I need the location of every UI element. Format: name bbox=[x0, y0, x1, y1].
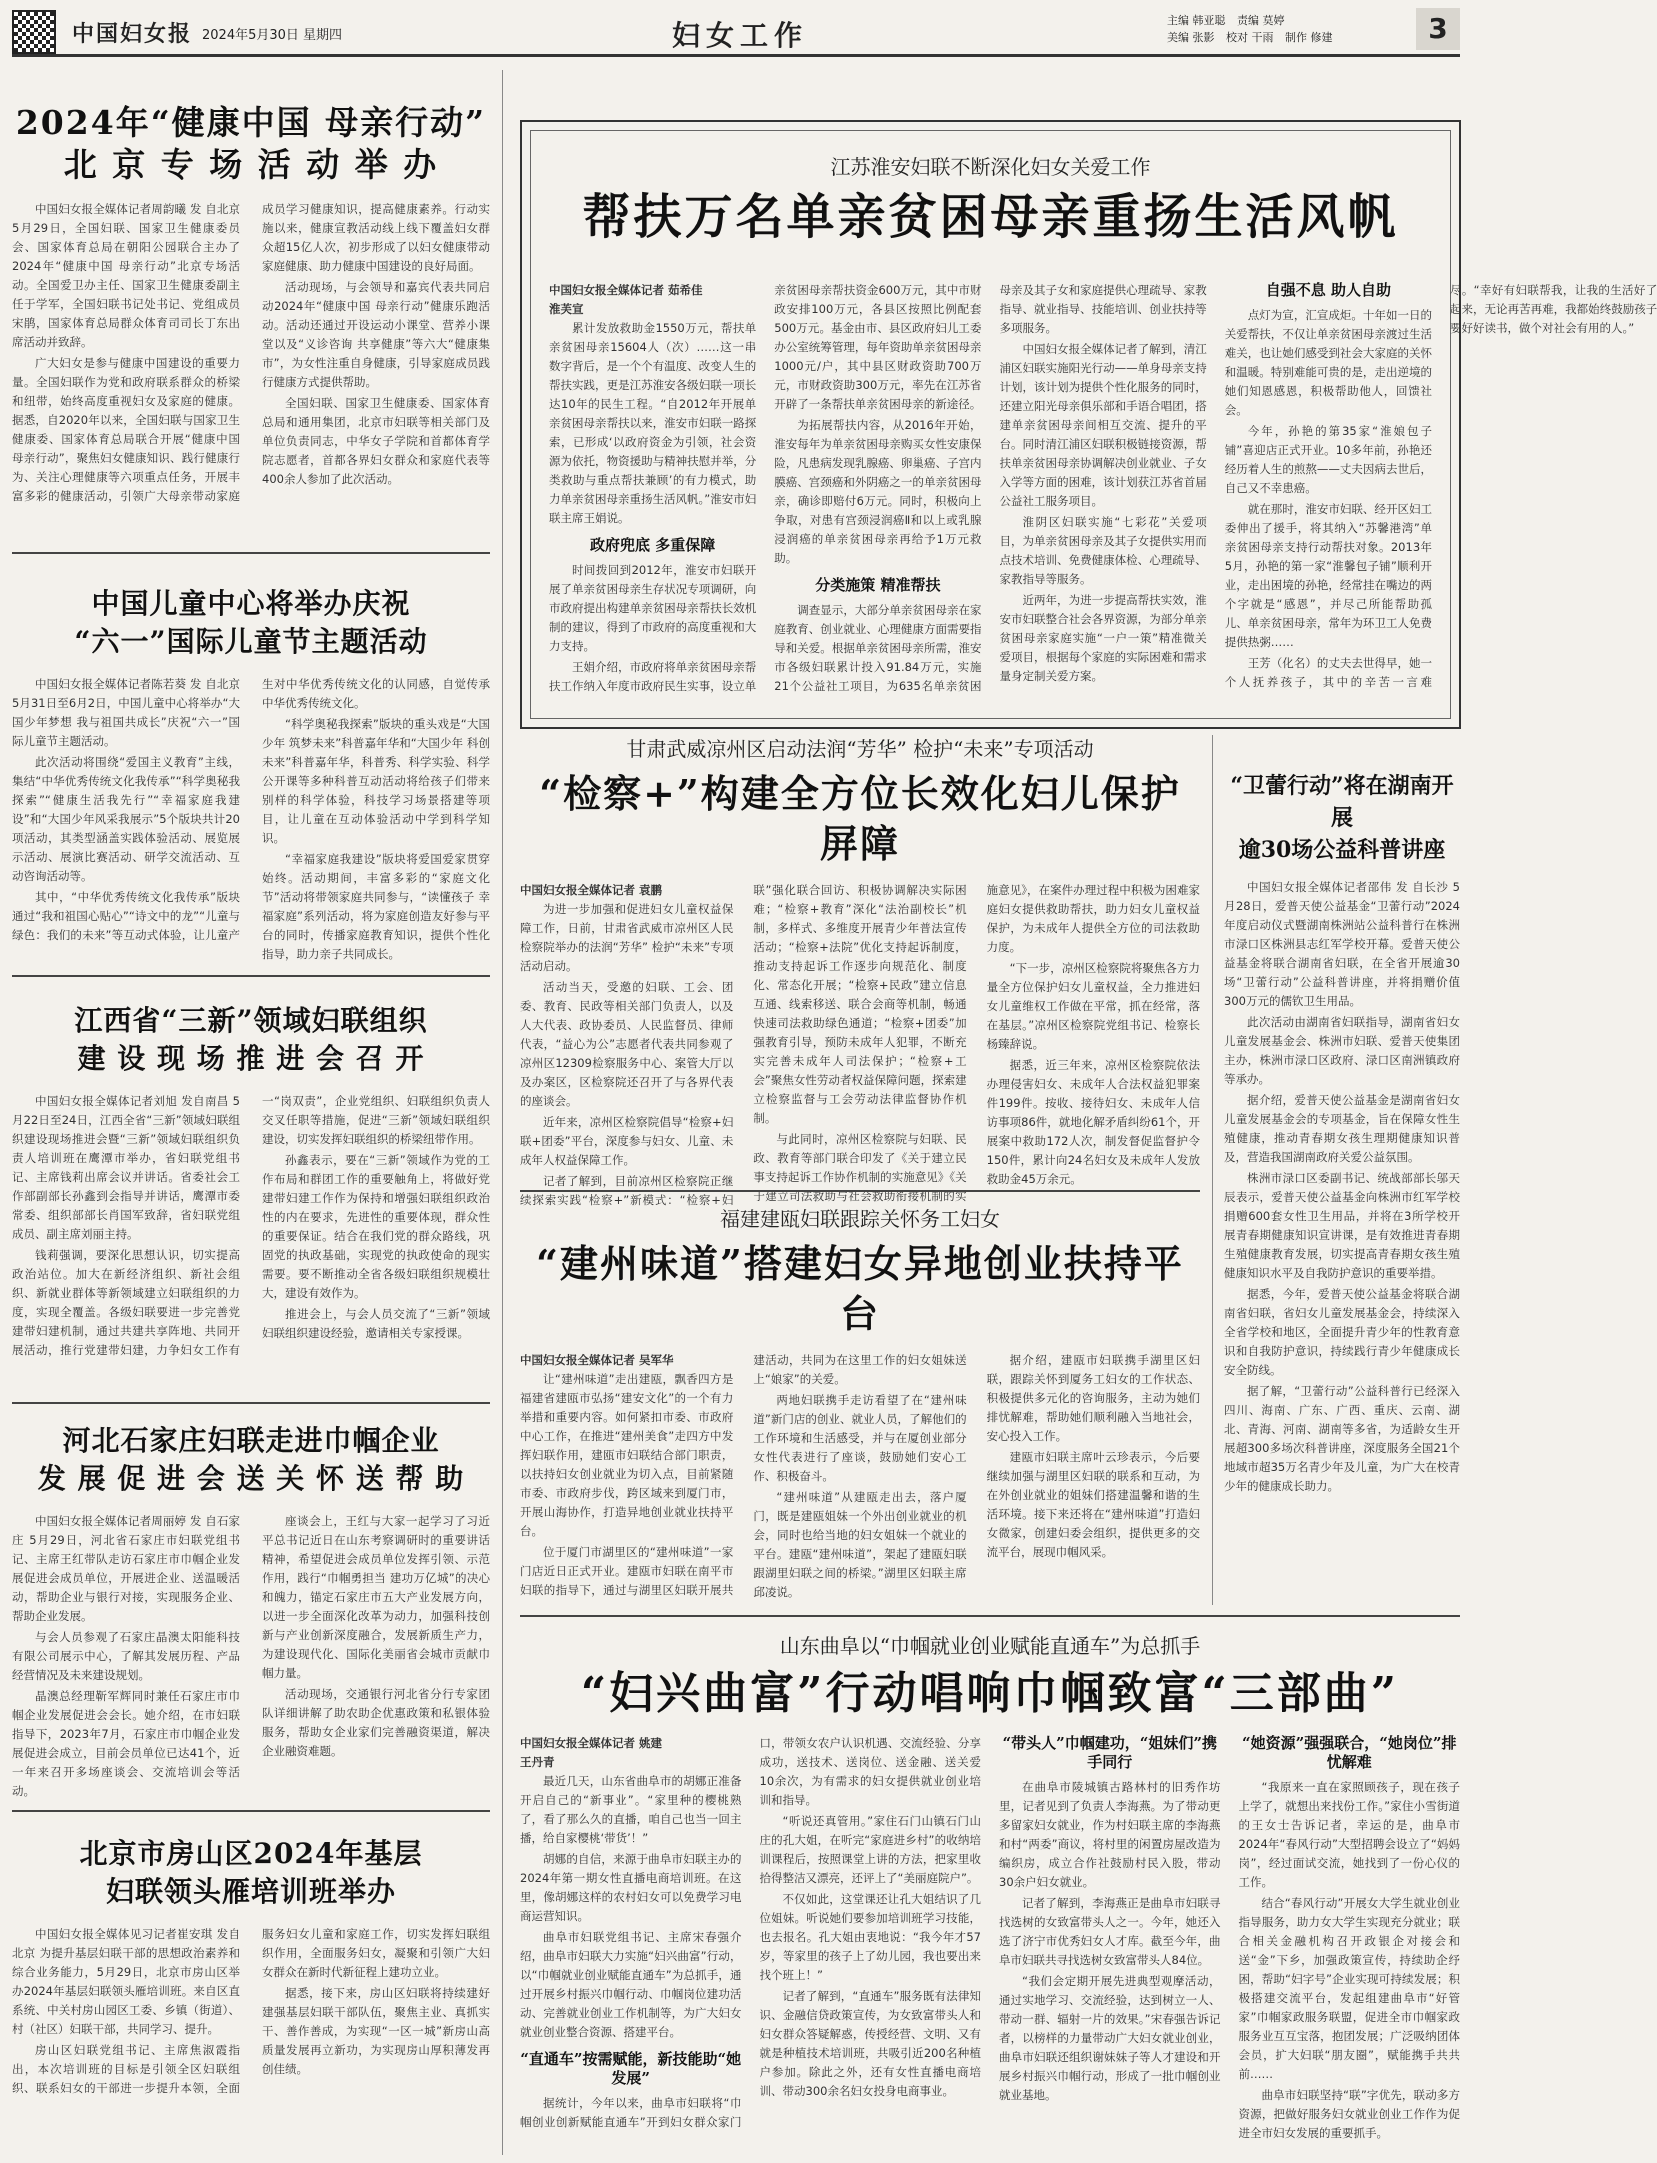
paragraph: 据悉，今年，爱普天使公益基金将联合湖南省妇联，省妇女儿童发展基金会，持续深入全省学校和地区，全面提升青少年的性教育意识和自我防护意识，持续践行青少年健康成长安全防线。 bbox=[1224, 1287, 1460, 1377]
paragraph: 近两年，为进一步提高帮扶实效，淮安市妇联整合社会各界资源，为部分单亲贫困母亲家庭实施“一户一策”精准微关爱项目，根据每个家庭的实际困难和需求量身定制关爱方案。 bbox=[999, 593, 1207, 683]
byline-line: 王丹青 bbox=[520, 1755, 555, 1769]
credit-item: 美编 张影 bbox=[1167, 31, 1215, 44]
paragraph: 记者了解到，“直通车”服务既有法律知识、金融信贷政策宣传，为女致富带头人和妇女群众答疑解惑，传授经营、文明、又有就是种植技术培训班，共吸引近200名种植户参加。除此之外，还有女性直播电商培训、带动300余名妇女投身电商事业。 bbox=[759, 1989, 981, 2098]
title-line: “六一”国际儿童节主题活动 bbox=[74, 625, 428, 658]
article-title bbox=[1224, 770, 1460, 866]
article-kicker: 福建建瓯妇联跟踪关怀务工妇女 bbox=[720, 1207, 1000, 1231]
paragraph: 点灯为宣，汇宣成炬。十年如一日的关爱帮扶，不仅让单亲贫困母亲渡过生活难关，也让她们感受到社会大家庭的关怀和温暖。特别难能可贵的是，走出逆境的她们知恩感恩，积极帮助他人，回馈社会。 bbox=[1224, 308, 1432, 417]
title-line: 北京市房山区2024年基层 bbox=[79, 1837, 423, 1870]
divider bbox=[12, 975, 490, 977]
title-line: “卫蕾行动”将在湖南开展 bbox=[1230, 773, 1454, 831]
article-jiangxi bbox=[12, 1002, 490, 1397]
paragraph: 座谈会上，王红与大家一起学习了习近平总书记近日在山东考察调研时的重要讲话精神，希望促进会成员单位发挥引领、示范作用，践行“巾帼勇担当 建功万亿城”的决心和魄力，锚定石家庄市五大产业发展方向，以进一步全面深化改革为动力，加强科技创新与产业创新深度融合，发展新质生产力，为建设现代化、国际化美丽省会城市贡献巾帼力量。 bbox=[262, 1514, 490, 1680]
paragraph: 今年，孙艳的第35家“淮娘包子铺”喜迎店正式开业。10多年前，孙艳还经历着人生的煎熬——丈夫因病去世后，自己又不幸患癌。 bbox=[1224, 424, 1432, 495]
article-kicker: 江苏淮安妇联不断深化妇女关爱工作 bbox=[830, 155, 1151, 179]
paragraph: 中国妇女报全媒体记者陈若葵 发 自北京 5月31日至6月2日，中国儿童中心将举办“大国少年梦想 我与祖国共成长”庆祝“六一”国际儿童节主题活动。 bbox=[12, 677, 240, 748]
feature-body-wrap bbox=[549, 281, 1657, 704]
article-kicker: 甘肃武威凉州区启动法润“芳华” 检护“未来”专项活动 bbox=[626, 737, 1094, 761]
section-subhead: 自强不息 助人自助 bbox=[1265, 281, 1391, 299]
paragraph: 最近几天，山东省曲阜市的胡娜正准备开启自己的“新事业”。“家里种的樱桃熟了，看了那么久的直播，咱自己也当一回主播，给自家樱桃‘带货’！” bbox=[520, 1774, 742, 1845]
title-line: 北 京 专 场 活 动 举 办 bbox=[63, 145, 439, 184]
page-number: 3 bbox=[1416, 8, 1460, 50]
paragraph: “我原来一直在家照顾孩子，现在孩子上学了，就想出来找份工作。”家住小雪街道的王女士告诉记者，幸运的是，曲阜市2024年“春风行动”大型招聘会设立了“妈妈岗”，经过面试交流，她找到了一份心仪的工作。 bbox=[1238, 1780, 1460, 1889]
title-line: 建 设 现 场 推 进 会 召 开 bbox=[77, 1042, 425, 1075]
paragraph: 近年来，凉州区检察院倡导“检察+妇联+团委”平台，深度参与妇女、儿童、未成年人权益保障工作。 bbox=[520, 1115, 734, 1167]
paragraph: 其中，“中华优秀传统文化我传承”版块通过“我和祖国心贴心”“诗文中的龙”“儿童与绿色：我们的未来”等互动式体验，让儿童产生对中华优秀传统文化的认同感，自觉传承中华优秀传统文化。 bbox=[12, 677, 490, 942]
credit-item: 主编 韩亚聪 bbox=[1167, 14, 1226, 27]
paragraph: 记者了解到，李海燕正是曲阜市妇联寻找选树的女致富带头人之一。今年，她还入选了济宁市优秀妇女人才库。截至今年，曲阜市妇联共寻找选树女致富带头人84位。 bbox=[999, 1896, 1221, 1967]
article-title: “检察+”构建全方位长效化妇儿保护屏障 bbox=[539, 771, 1181, 866]
issue-date: 2024年5月30日 星期四 bbox=[202, 28, 343, 43]
article-title: 帮扶万名单亲贫困母亲重扬生活风帆 bbox=[582, 189, 1399, 245]
paragraph: 中国妇女报全媒体记者了解到，清江浦区妇联实施阳光行动——单身母亲支持计划，该计划为提供个性化服务的同时，还建立阳光母亲俱乐部和手语合唱团，搭建单亲贫困母亲间相互交流、提升的平台。同时清江浦区妇联积极链接资源，帮扶单亲贫困母亲协调解决创业就业、子女入学等方面的困难，该计划获江苏省首届公益社工服务项目。 bbox=[999, 342, 1207, 508]
title-line: 河北石家庄妇联走进巾帼企业 bbox=[62, 1424, 440, 1457]
section-subhead: 分类施策 精准帮扶 bbox=[815, 576, 941, 594]
article-byline bbox=[520, 1734, 742, 1772]
paragraph: 中国妇女报全媒体记者邵伟 发 自长沙 5月28日，爱普天使公益基金“卫蕾行动”2024年度启动仪式暨湖南株洲站公益科普行在株洲市渌口区株洲县志红军学校开幕。爱普天使公益基金将联合湖南省妇联，在全省开展逾30场“卫蕾行动”公益科普讲座，并将捐赠价值300万元的儒钦卫生用品。 bbox=[1224, 880, 1460, 1008]
paragraph: 晶澳总经理靳军辉同时兼任石家庄市巾帼企业发展促进会会长。她介绍，在市妇联指导下，2023年7月，石家庄市巾帼企业发展促进会成立，目前会员单位已达41个，近一年来召开多场座谈会、交流培训会等活动。 bbox=[12, 1689, 240, 1798]
article-body bbox=[520, 881, 1200, 1226]
paragraph: 曲阜市妇联坚持“联”字优先，联动多方资源，把做好服务妇女就业创业工作作为促进全市妇女发展的重要抓手。 bbox=[1238, 2088, 1460, 2140]
paragraph: 孙鑫表示，要在“三新”领域作为党的工作布局和群团工作的重要触角上，将做好党建带妇建工作作为保持和增强妇联组织政治性的内在要求，先进性的重要体现，群众性的重要保证。结合在我们党的群众路线，巩固党的执政基础，实现党的执政使命的现实需要。要不断推动全省各级妇联组织规模壮大，建设有效作为。 bbox=[262, 1153, 490, 1300]
article-wuwei-procuratorate bbox=[520, 735, 1200, 1207]
byline-line: 中国妇女报全媒体记者 姚建 bbox=[520, 1736, 663, 1750]
paragraph: 与此同时，凉州区检察院与妇联、民政、教育等部门联合印发了《关于建立民事支持起诉工作协作机制的实施意见》《关于建立司法救助与社会救助衔接机制的实施意见》，在案件办理过程中积极为困难家庭妇女提供救助帮扶，助力妇女儿童权益保护，为未成年人提供全方位的司法救助力度。 bbox=[753, 883, 1200, 1203]
article-byline bbox=[549, 281, 756, 319]
paragraph: 建瓯市妇联主席叶云珍表示，今后要继续加强与湖里区妇联的联系和互动，为在外创业就业的姐妹们搭建温馨和谐的生活环境。接下来还将在“建州味道”打造妇女微家，创建妇委会组织，提供更多的交流平台，展现巾帼风采。 bbox=[986, 1450, 1200, 1559]
credit-item: 责编 莫婷 bbox=[1237, 14, 1285, 27]
paragraph: 为进一步加强和促进妇女儿童权益保障工作，日前，甘肃省武威市凉州区人民检察院举办的法润“芳华” 检护“未来”专项活动启动。 bbox=[520, 902, 734, 973]
paragraph: 推进会上，与会人员交流了“三新”领域妇联组织建设经验，邀请相关专家授课。 bbox=[262, 1307, 490, 1340]
paragraph: 据介绍，爱普天使公益基金是湖南省妇女儿童发展基金会的专项基金，旨在保障女性生殖健康，推动青春期女孩生理期健康知识普及，营造我国湖南政府关爱公益氛围。 bbox=[1224, 1093, 1460, 1164]
paragraph: 据介绍，建瓯市妇联携手湖里区妇联，跟踪关怀到厦务工妇女的工作状态、积极提供多元化的咨询服务，主动为她们排忧解难，帮助她们顺利融入当地社会，安心投入工作。 bbox=[986, 1353, 1200, 1443]
article-body bbox=[12, 200, 490, 530]
paragraph: 据悉，近三年来，凉州区检察院依法办理侵害妇女、未成年人合法权益犯罪案件199件。按收、接待妇女、未成年人信访事项86件，就地化解矛盾纠纷61个，开展案中救助172人次，制发督促监督护令150件，累计向24名妇女及未成年人发放救助金45万余元。 bbox=[986, 1058, 1200, 1186]
title-line: 发 展 促 进 会 送 关 怀 送 帮 助 bbox=[37, 1462, 465, 1495]
paragraph: 此次活动由湖南省妇联指导，湖南省妇女儿童发展基金会、株洲市妇联、爱普天使集团主办，株洲市渌口区政府、渌口区南洲镇政府等承办。 bbox=[1224, 1015, 1460, 1086]
paragraph: 就在那时，淮安市妇联、经开区妇工委伸出了援手，将其纳入“苏馨港湾”单亲贫困母亲支持行动帮扶对象。2013年5月，孙艳的第一家“淮馨包子铺”顺利开业，走出困境的孙艳，经常挂在嘴边的两个字就是“感恩”，并尽己所能帮助孤儿、单亲贫困母亲，常年为环卫工人免费提供热粥…… bbox=[1224, 502, 1432, 649]
article-jianzhou-flavor bbox=[520, 1205, 1200, 1605]
paragraph: “科学奥秘我探索”版块的重头戏是“大国少年 筑梦未来”科普嘉年华和“大国少年 科创未来”科普嘉年华，科普秀、科学实验、科学公开课等多种科普互动活动将给孩子们带来别样的科学体验，科技学习场景搭建等项目，让儿童在互动体验活动中学到科学知识。 bbox=[262, 717, 490, 845]
paragraph: 为拓展帮扶内容，从2016年开始，淮安每年为单亲贫困母亲购买女性安康保险，凡患病发现乳腺癌、卵巢癌、子宫内膜癌、宫颈癌和外阴癌之一的单亲贫困母亲，确诊即赔付6万元。同时，积极向上争取，对患有宫颈浸润癌Ⅱ和以上或乳腺浸润癌的单亲贫困母亲再给予1万元救助。 bbox=[774, 418, 982, 565]
paragraph: 据悉，接下来，房山区妇联将持续建好建强基层妇联干部队伍，聚焦主业、真抓实干、善作善成，为实现“一区一城”新房山高质量发展再立新功，为实现房山厚积薄发再创佳绩。 bbox=[262, 1986, 490, 2076]
credit-item: 制作 修建 bbox=[1285, 31, 1333, 44]
article-body bbox=[1224, 878, 1460, 1496]
byline-line: 淮芙宣 bbox=[549, 302, 584, 316]
paragraph: 时间拨回到2012年，淮安市妇联开展了单亲贫困母亲生存状况专项调研，向市政府提出构建单亲贫困母亲帮扶长效机制的建议，得到了市政府的高度重视和大力支持。 bbox=[549, 563, 757, 653]
paragraph: 让“建州味道”走出建瓯，飘香四方是福建省建瓯市弘扬“建安文化”的一个有力举措和重要内容。如何紧扣市委、市政府中心工作，在推进“建州美食”走四方中发挥妇联作用，建瓯市妇联结合部门职责，以扶持妇女创业就业为切入点，目前紧随市委、市政府步伐，跨区域来到厦门市，开展山海协作，打造异地创业就业扶持平台。 bbox=[520, 1372, 734, 1538]
title-line: 2024年“健康中国 母亲行动” bbox=[15, 103, 487, 142]
paragraph: 全国妇联、国家卫生健康委、国家体育总局和通用集团，北京市妇联等相关部门及单位负责同志，中华女子学院和首都体育学院志愿者，首都各界妇女群众和家庭代表等400余人参加了此次活动。 bbox=[262, 396, 490, 486]
paragraph: 此次活动将围绕“爱国主义教育”主线，集结“中华优秀传统文化我传承”“科学奥秘我探索”“健康生活我先行”“幸福家庭我建设”和“大国少年风采我展示”5个版块共计20项活动，其类型涵盖实践体验活动、展览展示活动、展演比赛活动、研学交流活动、互动咨询活动等。 bbox=[12, 755, 240, 883]
paragraph: 据统计，今年以来，曲阜市妇联将“巾帼创业创新赋能直通车”开到妇女群众家门口，带领女农户认识机遇、交流经验、分享成功，送技术、送岗位、送金融、送关爱10余次，为有需求的妇女提供就业创业培训和指导。 bbox=[520, 1736, 981, 2129]
article-fangshan bbox=[12, 1835, 490, 2157]
byline-line: 中国妇女报全媒体记者 茹希佳 bbox=[549, 283, 703, 297]
article-title bbox=[12, 1002, 490, 1078]
section-subhead: “直通车”按需赋能，新技能助“她发展” bbox=[520, 2050, 742, 2087]
article-body bbox=[549, 281, 1657, 701]
paragraph: 结合“春风行动”开展女大学生就业创业指导服务，助力女大学生实现充分就业；联合相关金融机构召开政银企对接会和送“金”下乡，加强政策宣传，持续助企纾困，帮助“妇字号”企业实现可持续发展；积极搭建交流平台，发起组建曲阜市“好管家”巾帼家政服务联盟，促进全市巾帼家政服务业互互宝落，抱团发展；广泛吸纳团体会员，扩大妇联“朋友圈”，赋能携手共共前…… bbox=[1238, 1896, 1460, 2081]
paragraph: 两地妇联携手走访看望了在“建州味道”新门店的创业、就业人员，了解他们的工作环境和生活感受，并与在厦创业部分女性代表进行了座谈，鼓励她们安心工作、积极奋斗。 bbox=[753, 1393, 967, 1483]
article-body bbox=[12, 1512, 490, 1802]
paragraph: 中国妇女报全媒体记者刘旭 发自南昌 5月22日至24日，江西全省“三新”领域妇联组织建设现场推进会暨“三新”领域妇联组织负责人培训班在鹰潭市举办，省妇联党组书记、主席钱莉出席会议并讲话。省委社会工作部副部长孙鑫到会指导并讲话，鹰潭市委常委、组织部部长肖国军致辞，省妇联党组成员、副主席刘丽主持。 bbox=[12, 1094, 240, 1241]
paragraph: “我们会定期开展先进典型观摩活动，通过实地学习、交流经验，达到树立一人、带动一群、辐射一片的效果。”宋春强告诉记者，以榜样的力量带动广大妇女就业创业，曲阜市妇联还组织谢妹妹子等人才建设和开展乡村振兴巾帼行动，形成了一批巾帼创业就业基地。 bbox=[999, 1974, 1221, 2102]
article-kicker: 山东曲阜以“巾帼就业创业赋能直通车”为总抓手 bbox=[779, 1634, 1201, 1658]
paragraph: 中国妇女报全媒体记者周韵曦 发 自北京 5月29日，全国妇联、国家卫生健康委员会、国家体育总局在朝阳公园联合主办了2024年“健康中国 母亲行动”北京专场活动。全国爱卫办主任、国家卫生健康委副主任于学军，全国妇联书记处书记、党组成员宋鹃，国家体育总局群众体育司司长丁东出席活动并致辞。 bbox=[12, 202, 240, 349]
paragraph: 曲阜市妇联党组书记、主席宋春强介绍，曲阜市妇联大力实施“妇兴曲富”行动，以“巾帼就业创业赋能直通车”为总抓手，通过开展乡村振兴巾帼行动、巾帼岗位建功活动、完善就业创业工作机制等，为广大妇女就业创业整合资源、搭建平台。 bbox=[520, 1930, 742, 2039]
paragraph: 与会人员参观了石家庄晶澳太阳能科技有限公司展示中心，了解其发展历程、产品经营情况及未来建设规划。 bbox=[12, 1630, 240, 1682]
article-title: “妇兴曲富”行动唱响巾帼致富“三部曲” bbox=[580, 1668, 1400, 1719]
title-line: 江西省“三新”领域妇联组织 bbox=[74, 1004, 428, 1037]
paragraph: 活动当天，受邀的妇联、工会、团委、教育、民政等相关部门负责人，以及人大代表、政协委员、人民监督员、律师代表，“益心为公”志愿者代表共同参观了凉州区12309检察服务中心、案管大厅以及办案区，区检察院还召开了与各界代表的座谈会。 bbox=[520, 980, 734, 1108]
paragraph: 记者了解到，目前凉州区检察院正继续探索实践“检察+”新模式：“检察+妇联”强化联合回访、积极协调解决实际困难；“检察+教育”深化“法治副校长”机制，多样式、多维度开展青少年普法宣传活动；“检察+法院”优化支持起诉制度，推动支持起诉工作逐步向规范化、制度化、常态化开展；“检察+民政”建立信息互通、线索移送、联合会商等机制，畅通快速司法救助绿色通道；“检察+团委”加强教育引导，预防未成年人犯罪，不断充实完善未成年人司法保护；“检察+工会”聚焦女性劳动者权益保障问题，探索建立检察监督与工会劳动法律监督协作机制。 bbox=[520, 883, 967, 1207]
paragraph: 淮阴区妇联实施“七彩花”关爱项目，为单亲贫困母亲及其子女提供实用而点技术培训、免费健康体检、心理疏导、家教指导等服务。 bbox=[999, 515, 1207, 586]
article-body bbox=[520, 1734, 1460, 2144]
article-title bbox=[12, 1422, 490, 1498]
article-body bbox=[12, 675, 490, 975]
title-line: 妇联领头雁培训班举办 bbox=[105, 1875, 396, 1908]
paragraph: 累计发放救助金1550万元，帮扶单亲贫困母亲15604人（次）……这一串数字背后，是一个个有温度、改变人生的帮扶实践，更是江苏淮安各级妇联一项长达10年的民生工程。“自2012年开展单亲贫困母亲帮扶以来，淮安市妇联一路探索，已形成‘以政府资金为引领，社会资源为依托，物资援助与精神扶慰并举，分类救助与重点帮扶兼顾’的有力模式，助力单亲贫困母亲重扬生活风帆。”淮安市妇联主席王娟说。 bbox=[549, 321, 757, 525]
article-qufu bbox=[520, 1632, 1460, 2157]
section-subhead: “她资源”强强联合，“她岗位”排忧解难 bbox=[1241, 1734, 1457, 1771]
qr-code-icon bbox=[12, 10, 56, 54]
section-name: 妇女工作 bbox=[672, 19, 809, 52]
divider bbox=[520, 1615, 1460, 1617]
paragraph: 活动现场，交通银行河北省分行专家团队详细讲解了助农助企优惠政策和私银体验服务，帮助女企业家们完善融资渠道，解决企业融资难题。 bbox=[262, 1687, 490, 1758]
title-line: 中国儿童中心将举办庆祝 bbox=[91, 587, 411, 620]
divider bbox=[12, 1810, 490, 1812]
paragraph: 位于厦门市湖里区的“建州味道”一家门店近日正式开业。建瓯市妇联在南平市妇联的指导下，通过与湖里区妇联开展共建活动，共同为在这里工作的妇女姐妹送上“娘家”的关爱。 bbox=[520, 1353, 967, 1597]
paragraph: 据了解，“卫蕾行动”公益科普行已经深入四川、海南、广东、广西、重庆、云南、湖北、青海、河南、湖南等多省，为适龄女生开展超300多场次科普讲座，深度服务全国21个地域市超35万名青少年及儿童，为广大在校青少年的健康成长助力。 bbox=[1224, 1384, 1460, 1493]
article-byline: 中国妇女报全媒体记者 袁鹏 bbox=[520, 883, 663, 897]
article-title bbox=[12, 585, 490, 661]
paragraph: 不仅如此，这堂课还让孔大姐结识了几位姐妹。听说她们要参加培训班学习技能，也去报名。孔大姐由衷地说：“我今年才57岁，等家里的孩子上了幼儿园，我也要出来找个班上！” bbox=[759, 1892, 981, 1982]
column-divider bbox=[1212, 735, 1213, 1605]
article-title bbox=[12, 102, 490, 186]
paragraph: 株洲市渌口区委副书记、统战部部长邬天辰表示，爱普天使公益基金向株洲市红军学校捐赠600套女性卫生用品，并将在3所学校开展青春期健康知识宣讲课，是有效推进青春期生殖健康教育发展，切实提高青春期女孩生殖健康知识水平及自我防护意识的重要举措。 bbox=[1224, 1171, 1460, 1280]
article-body bbox=[12, 1925, 490, 2155]
editor-credits bbox=[1167, 12, 1387, 46]
paragraph: 胡娜的自信，来源于曲阜市妇联主办的2024年第一期女性直播电商培训班。在这里，像胡娜这样的农村妇女可以免费学习电商运营知识。 bbox=[520, 1852, 742, 1923]
paragraph: 广大妇女是参与健康中国建设的重要力量。全国妇联作为党和政府联系群众的桥梁和纽带，始终高度重视妇女及家庭的健康。据悉，自2020年以来，全国妇联与国家卫生健康委、国家体育总局联合开展“健康中国 母亲行动”，聚焦妇女健康知识、践行健康行为、关注心理健康等六项重点任务，开展丰富多彩的健康活动，引领广大母亲带动家庭成员学习健康知识，提高健康素养。行动实施以来，健康宣教活动线上线下覆盖妇女群众超15亿人次，初步形成了以妇女健康带动家庭健康、助力健康中国建设的良好局面。 bbox=[12, 202, 490, 503]
divider bbox=[12, 552, 490, 554]
title-line: 逾30场公益科普讲座 bbox=[1238, 837, 1446, 863]
divider bbox=[12, 1402, 490, 1404]
paragraph: 钱莉强调，要深化思想认识，切实提高政治站位。加大在新经济组织、新社会组织、新就业群体等新领域建立妇联组织的力度，实现全覆盖。各级妇联要进一步完善党建带妇建机制，通过共建共享阵地、共同开展活动，推行党建带妇建，力争妇女工作有一“岗双责”，企业党组织、妇联组织负责人交叉任职等措施，促进“三新”领域妇联组织建设，切实发挥妇联组织的桥梁纽带作用。 bbox=[12, 1094, 490, 1357]
article-shijiazhuang bbox=[12, 1422, 490, 1802]
article-weilei-action bbox=[1224, 770, 1460, 1605]
article-title bbox=[12, 1835, 490, 1911]
paragraph: 房山区妇联党组书记、主席焦淑霞指出，本次培训班的目标是引领全区妇联组织、联系妇女的干部进一步提升本领，全面服务妇女儿童和家庭工作，切实发挥妇联组织作用，全面服务妇女，凝聚和引领广大妇女群众在新时代新征程上建功立业。 bbox=[12, 1927, 490, 2095]
paragraph: “下一步，凉州区检察院将聚焦各方力量全方位保护妇女儿童权益，全力推进妇女儿童维权工作做在平常，抓在经常，落在基层。”凉州区检察院党组书记、检察长杨臻辞说。 bbox=[986, 961, 1200, 1051]
paragraph: 中国妇女报全媒体记者周丽婷 发 自石家庄 5月29日，河北省石家庄市妇联党组书记、主席王红带队走访石家庄市巾帼企业发展促进会成员单位，开展进企业、送温暖活动，帮助企业与银行对接，实现服务企业、帮助企业发展。 bbox=[12, 1514, 240, 1623]
section-subhead: “带头人”巾帼建功，“姐妹们”携手同行 bbox=[1002, 1734, 1217, 1771]
paragraph: 中国妇女报全媒体见习记者崔安琪 发自北京 为提升基层妇联干部的思想政治素养和综合业务能力，5月29日，北京市房山区举办2024年基层妇联领头雁培训班。来自区直系统、中关村房山园区工委、乡镇（街道）、村（社区）妇联干部，共同学习、提升。 bbox=[12, 1927, 240, 2036]
article-children-center bbox=[12, 585, 490, 975]
paragraph: “建州味道”从建瓯走出去，落户厦门，既是建瓯姐妹一个外出创业就业的机会，同时也给当地的妇女姐妹一个就业的平台。建瓯“建州味道”，架起了建瓯妇联跟湖里妇联之间的桥梁。”湖里区妇联主席邱凌说。 bbox=[753, 1490, 967, 1599]
article-title: “建州味道”搭建妇女异地创业扶持平台 bbox=[536, 1241, 1184, 1336]
paragraph: 调查显示，大部分单亲贫困母亲在家庭教育、创业就业、心理健康方面需要指导和关爱。根据单亲贫困母亲所需，淮安市各级妇联累计投入91.84万元，实施21个公益社工项目，为635名单亲贫困母亲及其子女和家庭提供心理疏导、家教指导、就业指导、技能培训、创业扶持等多项服务。 bbox=[774, 283, 1207, 693]
article-health-mother bbox=[12, 102, 490, 532]
column-divider bbox=[502, 70, 503, 2155]
feature-article-box bbox=[520, 120, 1657, 729]
divider bbox=[520, 1190, 1200, 1192]
article-body bbox=[520, 1351, 1200, 1651]
paragraph: “听说还真管用。”家住石门山镇石门山庄的孔大姐，在听完“家庭进乡村”的收纳培训课程后，按照课堂上讲的方法，把家里收拾得整洁又漂亮，还评上了“美丽庭院户”。 bbox=[759, 1814, 981, 1885]
paragraph: 活动现场，与会领导和嘉宾代表共同启动2024年“健康中国 母亲行动”健康乐跑活动。活动还通过开设运动小课堂、营养小课堂以及“义诊咨询 共享健康”等六大“健康集市”，为女性注重自身健康，引导家庭成员践行健康方式提供帮助。 bbox=[262, 280, 490, 389]
paragraph: “幸福家庭我建设”版块将爱国爱家贯穿始终。活动期间，丰富多彩的“家庭文化节”活动将带领家庭共同参与，“读懂孩子 幸福家庭”系列活动，将为家庭创造友好参与平台的同时，传播家庭教育知识，提供个性化指导，助力亲子共同成长。 bbox=[262, 852, 490, 961]
paper-name: 中国妇女报 bbox=[72, 21, 193, 47]
masthead bbox=[12, 8, 1460, 57]
article-body bbox=[12, 1092, 490, 1392]
paragraph: 王芳（化名）的丈夫去世得早，她一个人抚养孩子，其中的辛苦一言难尽。“幸好有妇联帮我，让我的生活好了起来，无论再苦再难，我都始终鼓励孩子要好好读书，做个对社会有用的人。” bbox=[1224, 283, 1657, 689]
section-subhead: 政府兜底 多重保障 bbox=[590, 536, 716, 554]
feature-inner-frame bbox=[530, 130, 1657, 719]
paragraph: 王娟介绍，市政府将单亲贫困母亲帮扶工作纳入年度市政府民生实事，设立单亲贫困母亲帮扶资金600万元，其中市财政安排100万元，各县区按照比例配套500万元。基金由市、县区政府妇儿工委办公室统筹管理，每年资助单亲贫困母亲1000元/户，其中县区财政资助700万元，市财政资助300万元，率先在江苏省开辟了一条帮扶单亲贫困母亲的新途径。 bbox=[549, 283, 982, 693]
credit-item: 校对 干雨 bbox=[1226, 31, 1274, 44]
article-byline: 中国妇女报全媒体记者 吴军华 bbox=[520, 1353, 674, 1367]
paragraph: 在曲阜市陵城镇古路林村的旧秀作坊里，记者见到了负责人李海燕。为了带动更多留家妇女就业，作为村妇联主席的李海燕和村“两委”商议，将村里的闲置房屋改造为编织房，成立合作社鼓励村民入股，带动30余户妇女就业。 bbox=[999, 1780, 1221, 1889]
